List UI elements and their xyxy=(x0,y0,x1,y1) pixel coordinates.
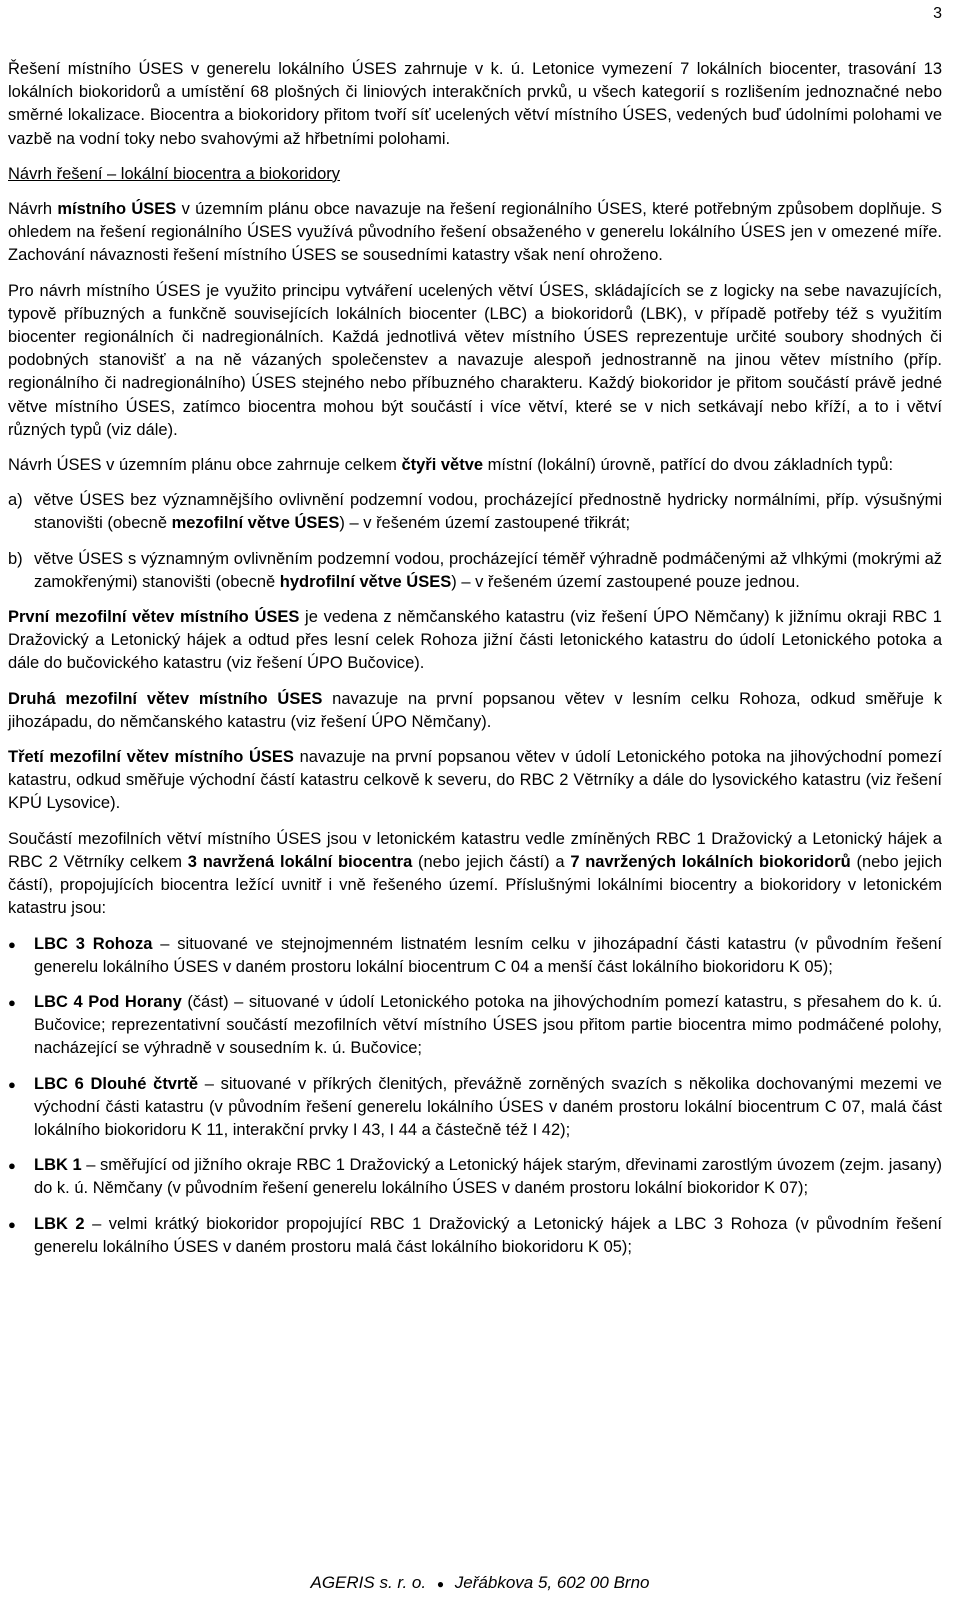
paragraph-biocentres: Součástí mezofilních větví místního ÚSES jsou v letonickém katastru vedle zmíněných RBC 1 Dražovický a Letonický hájek a RBC 2 Větrníky celkem 3 navržená lokální biocentra (nebo jejich částí) a 7 navržených lokálních biokoridorů (nebo jejich částí), propojujících biocentra ležící uvnitř i vně řešeného území. Příslušnými lokálními biocentry a biokoridory v letonickém katastru jsou: xyxy=(8,829,942,918)
bullet-icon: ● xyxy=(8,994,16,1010)
paragraph-proposal: Návrh místního ÚSES v územním plánu obce navazuje na řešení regionálního ÚSES, které potřebným způsobem doplňuje. S ohledem na řešení regionálního ÚSES využívá původního řešení obsaženého v generelu lokálního ÚSES jen v omezené míře. Zachování návaznosti řešení místního ÚSES se sousedními katastry však není ohroženo. xyxy=(8,200,942,265)
paragraph-principle: Pro návrh místního ÚSES je využito principu vytváření ucelených větví ÚSES, skládajících se z logicky na sebe navazujících, typově příbuzných a funkčně souvisejících lokálních biocenter (LBC) a biokoridorů (LBK), v případě potřeby též s využitím biocenter regionálních či nadregionálních. Každá jednotlivá větev místního ÚSES reprezentuje určité soubory shodných či podobných stanovišť a na ně vázaných společenstev a navazuje alespoň jednostranně na jinou větev místního (příp. regionálního či nadregionálního) ÚSES stejného nebo příbuzného charakteru. Každý biokoridor je přitom součástí právě jedné větve místního ÚSES, zatímco biocentra mohou být součástí i více větví, které se v nich setkávají nebo kříží, a to i větví různých typů (viz dále). xyxy=(8,281,942,439)
list-item-a xyxy=(8,489,942,535)
list-item: ● LBC 6 Dlouhé čtvrtě – situované v příkrých členitých, převážně zorněných svazích s několika dochovanými mezemi ve východní části katastru (v původním řešení generelu lokálního ÚSES v daném prostoru lokální biocentrum C 07, malá část lokálního biokoridoru K 11, interakční prvky I 43, I 44 a částečně též I 42); xyxy=(8,1073,942,1143)
paragraph-intro: Řešení místního ÚSES v generelu lokálního ÚSES zahrnuje v k. ú. Letonice vymezení 7 lokálních biocenter, trasování 13 lokálních biokoridorů a umístění 68 plošných či liniových interakčních prvků, u všech kategorií s rozlišením jednoznačné nebo směrné lokalizace. Biocentra a biokoridory přitom tvoří síť ucelených větví místního ÚSES, vedených buď údolními polohami ve vazbě na vodní toky nebo svahovými až hřbetními polohami. xyxy=(8,60,942,148)
bullet-icon: ● xyxy=(8,1158,16,1174)
list-item: ● LBK 1 – směřující od jižního okraje RBC 1 Dražovický a Letonický hájek starým, dřevinami zarostlým úvozem (zejm. jasany) do k. ú. Němčany (v původním řešení generelu lokálního ÚSES v daném prostoru lokální biokoridor K 07); xyxy=(8,1154,942,1200)
list-item-b xyxy=(8,548,942,594)
section-heading: Návrh řešení – lokální biocentra a biokoridory xyxy=(8,164,341,183)
bullet-icon: ● xyxy=(8,1076,16,1092)
paragraph-branches: Návrh ÚSES v územním plánu obce zahrnuje celkem čtyři větve místní (lokální) úrovně, patřící do dvou základních typů: xyxy=(8,456,894,475)
footer-bullet-icon: ● xyxy=(436,1577,445,1591)
list-item-text: větve ÚSES s významným ovlivněním podzemní vodou, procházející téměř výhradně podmáčenými až vlhkými (mokrými až zamokřenými) stanovišti (obecně hydrofilní větve ÚSES) – v řešeném území zastoupené pouze jednou. xyxy=(34,549,942,591)
page-footer xyxy=(0,1571,960,1596)
list-marker: b) xyxy=(8,549,23,568)
list-item: ● LBK 2 – velmi krátký biokoridor propojující RBC 1 Dražovický a Letonický hájek a LBC 3 Rohoza (v původním řešení generelu lokálního ÚSES v daném prostoru malá část lokálního biokoridoru K 05); xyxy=(8,1213,942,1259)
footer-company: AGERIS s. r. o. xyxy=(310,1573,427,1592)
paragraph-first-branch: První mezofilní větev místního ÚSES je vedena z němčanského katastru (viz řešení ÚPO Němčany) k jižnímu okraji RBC 1 Dražovický a Letonický hájek a odtud přes lesní celek Rohoza jižní části letonického katastru do údolí Letonického potoka a dále do bučovického katastru (viz řešení ÚPO Bučovice). xyxy=(8,608,942,673)
bullet-icon: ● xyxy=(8,1216,16,1232)
page-number: 3 xyxy=(933,5,942,22)
list-item: ● LBC 4 Pod Horany (část) – situované v údolí Letonického potoka na jihovýchodním pomezí katastru, s přesahem do k. ú. Bučovice; reprezentativní součástí mezofilních větví místního ÚSES jsou přitom partie biocentra mimo podmáčené polohy, nacházející se výhradně v sousedním k. ú. Bučovice; xyxy=(8,991,942,1061)
list-item: ● LBC 3 Rohoza – situované ve stejnojmenném listnatém lesním celku v jihozápadní části katastru (v původním řešení generelu lokálního ÚSES v daném prostoru lokální biocentrum C 04 a menší část lokálního biokoridoru K 05); xyxy=(8,933,942,979)
paragraph-second-branch: Druhá mezofilní větev místního ÚSES navazuje na první popsanou větev v lesním celku Rohoza, odkud směřuje k jihozápadu, do němčanského katastru (viz řešení ÚPO Němčany). xyxy=(8,689,942,731)
paragraph-third-branch: Třetí mezofilní větev místního ÚSES navazuje na první popsanou větev v údolí Letonického potoka na jihovýchodní pomezí katastru, odkud směřuje východní částí katastru celkově k severu, do RBC 2 Větrníky a dále do lysovického katastru (viz řešení KPÚ Lysovice). xyxy=(8,748,942,813)
biocentre-list xyxy=(8,933,942,1259)
list-item-text: větve ÚSES bez významnějšího ovlivnění podzemní vodou, procházející přednostně hydricky normálními, příp. výsušnými stanovišti (obecně mezofilní větve ÚSES) – v řešeném území zastoupené třikrát; xyxy=(34,491,942,533)
bullet-icon: ● xyxy=(8,936,16,952)
footer-address: Jeřábkova 5, 602 00 Brno xyxy=(454,1573,650,1592)
list-marker: a) xyxy=(8,491,23,510)
document-body xyxy=(8,58,942,1271)
